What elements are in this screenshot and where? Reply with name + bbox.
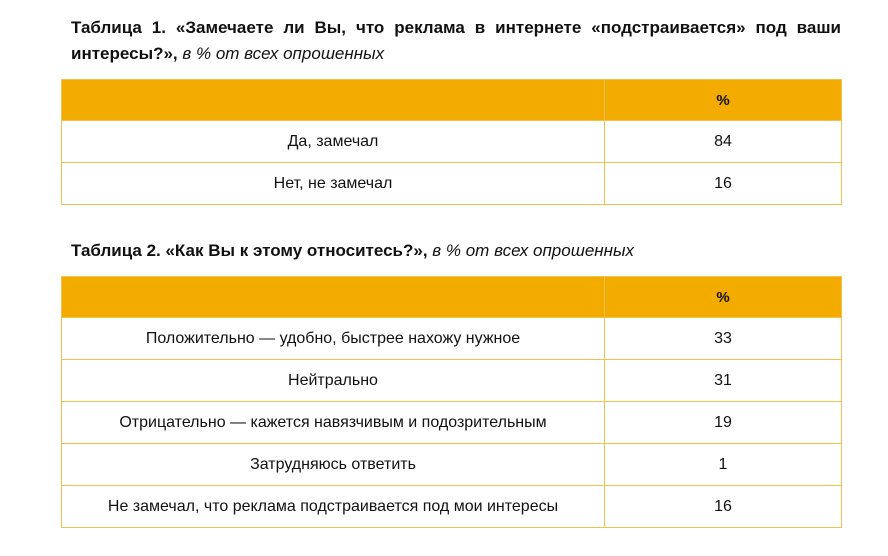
row-label: Затрудняюсь ответить: [62, 444, 605, 486]
table-row: [62, 121, 842, 163]
table1-title: [71, 15, 841, 67]
table1-header-label: [62, 80, 605, 121]
table-row: [62, 360, 842, 402]
table1-title-bold: Таблица 1. «Замечаете ли Вы, что реклама в интернете «подстраивается» под ваши интересы?»,: [71, 18, 841, 63]
table1: [61, 79, 842, 205]
row-label: Отрицательно — кажется навязчивым и подозрительным: [62, 402, 605, 444]
table2-header-row: [62, 277, 842, 318]
table2-title-bold: Таблица 2. «Как Вы к этому относитесь?»,: [71, 241, 428, 260]
table-row: [62, 163, 842, 205]
row-label: Положительно — удобно, быстрее нахожу нужное: [62, 318, 605, 360]
table2-title-italic: в % от всех опрошенных: [432, 241, 635, 260]
table2: [61, 276, 842, 528]
table-row: [62, 402, 842, 444]
table2-header-label: [62, 277, 605, 318]
table1-title-italic: в % от всех опрошенных: [182, 44, 385, 63]
row-value: 1: [605, 444, 842, 486]
table-row: [62, 486, 842, 528]
table2-title: [71, 238, 851, 264]
row-value: 19: [605, 402, 842, 444]
table1-header-percent: %: [605, 80, 842, 121]
row-value: 33: [605, 318, 842, 360]
row-value: 16: [605, 486, 842, 528]
table-row: [62, 318, 842, 360]
row-label: Да, замечал: [62, 121, 605, 163]
row-value: 16: [605, 163, 842, 205]
row-label: Нейтрально: [62, 360, 605, 402]
table-row: [62, 444, 842, 486]
table2-header-percent: %: [605, 277, 842, 318]
row-label: Нет, не замечал: [62, 163, 605, 205]
row-value: 84: [605, 121, 842, 163]
row-value: 31: [605, 360, 842, 402]
table1-header-row: [62, 80, 842, 121]
row-label: Не замечал, что реклама подстраивается под мои интересы: [62, 486, 605, 528]
